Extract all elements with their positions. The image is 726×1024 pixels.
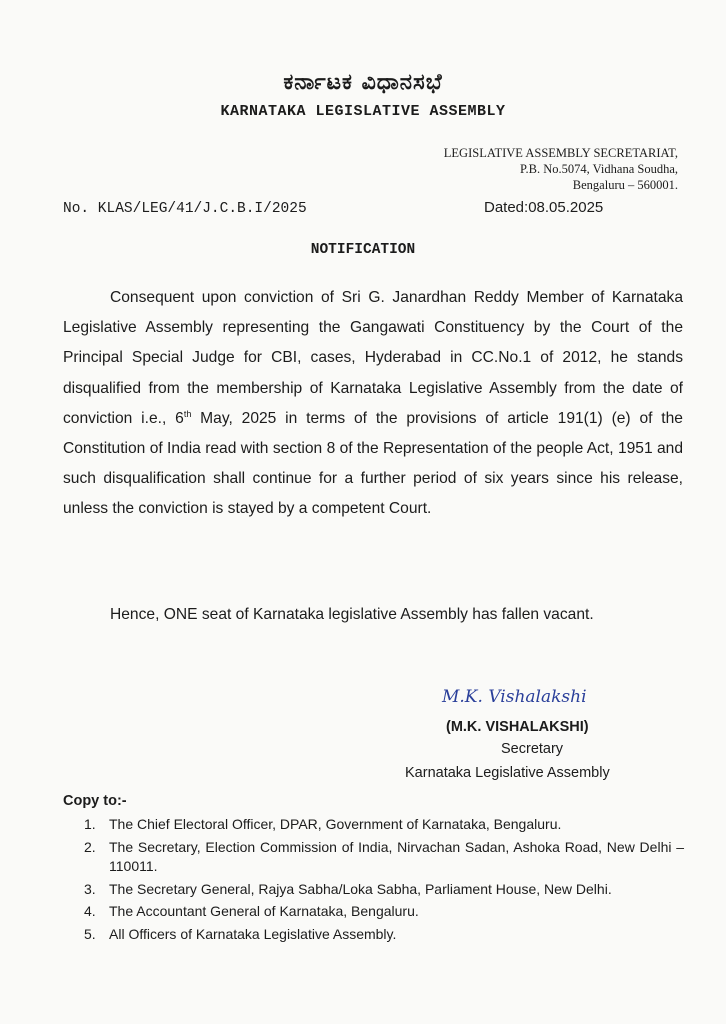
kannada-title: ಕರ್ನಾಟಕ ವಿಧಾನಸಭೆ xyxy=(283,70,443,95)
para1-text-start: Consequent upon conviction of Sri G. Janardhan Reddy Member of Karnataka Legislative Assembly representing the Gangawati Constituency by the Court of the Principal Special Judge for CBI, cases, Hyderabad in CC.No.1 of 2012, he stands disqualified from the membership of Karnataka Legislative Assembly from the date of conviction i.e., 6 xyxy=(63,289,683,427)
list-item-number: 5. xyxy=(84,925,96,942)
address-line: LEGISLATIVE ASSEMBLY SECRETARIAT, xyxy=(443,146,678,160)
assembly-title: KARNATAKA LEGISLATIVE ASSEMBLY xyxy=(220,103,506,120)
list-item-text: The Secretary, Election Commission of India, Nirvachan Sadan, Ashoka Road, New Delhi – 110011. xyxy=(109,838,684,875)
address-line: Bengaluru – 560001. xyxy=(572,178,678,192)
signatory-name: (M.K. VISHALAKSHI) xyxy=(446,719,589,735)
signatory-designation: Secretary xyxy=(501,741,564,757)
notification-paragraph-1 xyxy=(63,283,683,525)
list-item xyxy=(84,902,684,922)
notification-paragraph-2: Hence, ONE seat of Karnataka legislative Assembly has fallen vacant. xyxy=(110,606,594,623)
list-item xyxy=(84,925,684,945)
handwritten-signature xyxy=(440,682,650,712)
list-item-number: 1. xyxy=(84,816,96,832)
reference-number: No. KLAS/LEG/41/J.C.B.I/2025 xyxy=(63,201,307,217)
notification-heading: NOTIFICATION xyxy=(310,242,416,258)
signatory-organization: Karnataka Legislative Assembly xyxy=(405,765,610,781)
list-item-text: The Secretary General, Rajya Sabha/Loka Sabha, Parliament House, New Delhi. xyxy=(109,880,612,897)
para1-text-end: May, 2025 in terms of the provisions of article 191(1) (e) of the Constitution of India read with section 8 of the Representation of the people Act, 1951 and such disqualification shall continue for a further period of six years since his release, unless the conviction is stayed by a competent Court. xyxy=(63,409,683,518)
copy-to-list xyxy=(84,815,684,948)
list-item xyxy=(84,815,684,835)
list-item-number: 3. xyxy=(84,880,96,897)
list-item-number: 4. xyxy=(84,903,96,920)
copy-to-heading: Copy to:- xyxy=(63,793,127,809)
list-item xyxy=(84,880,684,900)
list-item-text: The Chief Electoral Officer, DPAR, Government of Karnataka, Bengaluru. xyxy=(109,816,562,832)
list-item xyxy=(84,838,684,877)
ordinal-superscript: th xyxy=(183,408,192,419)
date: Dated:08.05.2025 xyxy=(484,199,604,216)
address-line: P.B. No.5074, Vidhana Soudha, xyxy=(519,162,678,176)
list-item-number: 2. xyxy=(84,838,96,855)
list-item-text: All Officers of Karnataka Legislative Assembly. xyxy=(109,925,397,942)
secretariat-address xyxy=(444,145,678,193)
signature-text: M.K. Vishalakshi xyxy=(442,687,587,707)
list-item-text: The Accountant General of Karnataka, Bengaluru. xyxy=(109,903,419,920)
